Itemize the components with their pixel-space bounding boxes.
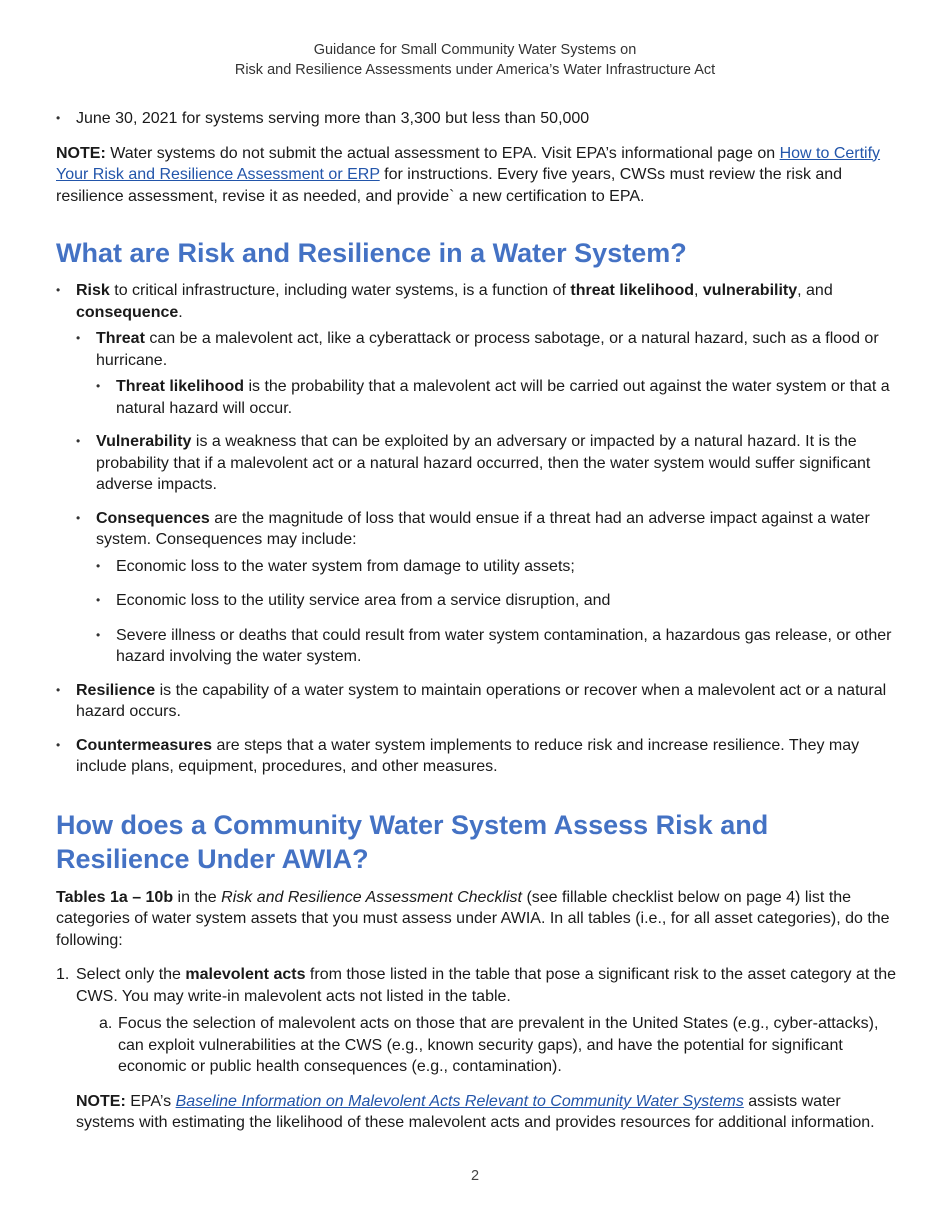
definition-risk: • Risk to critical infrastructure, including water systems, is a function of threat likelihood, vulnerability, and consequence. • Threat can be a malevolent act, like a cyberattack or process sabotage, or a natural hazard, such as a flood or hurricane. • Threat likelihood is the probability that a malevolent act will be carried out against the water system or that a natural hazard will occur. • Vulnerability is a weakness that can be exploited by an adversary or impacted by a natural hazard. It is the probability that if a malevolent act or a natural hazard occurred, then the water system would suffer significant adverse impacts. • Consequences are the magnitude of loss that would ensue if a threat had an adverse impact against a water system. Consequences may include: • Economic loss to the water system from damage to utility assets; • Economic loss to the utility service area from a service disruption, and • Severe illness or deaths that could result from water system contamination, a hazardous gas release, or other hazard involving the water system. [56,280,898,668]
certify-link[interactable]: How to Certify Your Risk and Resilience Assessment or ERP [56,144,881,183]
consequence-item: • Economic loss to the water system from damage to utility assets; [96,556,898,578]
baseline-info-link[interactable]: Baseline Information on Malevolent Acts Relevant to Community Water Systems [175,1092,744,1110]
step-1-sublist [76,1013,898,1078]
header-line-1: Guidance for Small Community Water Systems on [313,42,637,58]
definition-consequences: • Consequences are the magnitude of loss that would ensue if a threat had an adverse impact against a water system. Consequences may include: • Economic loss to the water system from damage to utility assets; • Economic loss to the utility service area from a service disruption, and • Severe illness or deaths that could result from water system contamination, a hazardous gas release, or other hazard involving the water system. [76,508,898,668]
deadline-list [56,108,898,130]
deadline-item: • June 30, 2021 for systems serving more than 3,300 but less than 50,000 [56,108,898,130]
threat-sublist [96,376,898,419]
note-paragraph: NOTE: Water systems do not submit the actual assessment to EPA. Visit EPA’s informational page on How to Certify Your Risk and Resilience Assessment or ERP for instructions. Every five years, CWSs must review the risk and resilience assessment, revise it as needed, and provide` a new certification to EPA. [56,144,881,205]
definitions-list [56,280,898,778]
page-content [56,108,898,1134]
baseline-note: NOTE: EPA’s Baseline Information on Malevolent Acts Relevant to Community Water Systems assists water systems with estimating the likelihood of these malevolent acts and provides resources for additional information. [76,1092,875,1131]
consequence-item: • Severe illness or deaths that could result from water system contamination, a hazardous gas release, or other hazard involving the water system. [96,625,898,668]
step-1a: a. Focus the selection of malevolent acts on those that are prevalent in the United States (e.g., cyber-attacks), can exploit vulnerabilities at the CWS (e.g., known security gaps), and have the potential for significant economic or public health consequences (e.g., contamination). [99,1015,879,1075]
definition-countermeasures: • Countermeasures are steps that a water system implements to reduce risk and increase resilience. They may include plans, equipment, procedures, and other measures. [56,735,898,778]
definition-vulnerability: • Vulnerability is a weakness that can be exploited by an adversary or impacted by a natural hazard. It is the probability that if a malevolent act or a natural hazard occurred, then the water system would suffer significant adverse impacts. [76,431,898,496]
consequences-list [96,556,898,668]
tables-intro: Tables 1a – 10b in the Risk and Resilience Assessment Checklist (see fillable checklist below on page 4) list the categories of water system assets that you must assess under AWIA. In all tables (i.e., for all asset categories), do the following: [56,888,890,949]
page-header [0,40,950,80]
section-heading-risk-resilience: What are Risk and Resilience in a Water System? [56,238,687,268]
section-heading-assess: How does a Community Water System Assess Risk and Resilience Under AWIA? [56,809,769,874]
consequence-item: • Economic loss to the utility service area from a service disruption, and [96,590,898,612]
steps-list [56,964,898,1134]
definition-resilience: • Resilience is the capability of a water system to maintain operations or recover when a malevolent act or a natural hazard occurs. [56,680,898,723]
header-line-2: Risk and Resilience Assessments under America’s Water Infrastructure Act [234,62,716,78]
step-1: 1. Select only the malevolent acts from those listed in the table that pose a significant risk to the asset category at the CWS. You may write-in malevolent acts not listed in the table. a. Focus the selection of malevolent acts on those that are prevalent in the United States (e.g., cyber-attacks), can exploit vulnerabilities at the CWS (e.g., known security gaps), and have the potential for significant economic or public health consequences (e.g., contamination). NOTE: EPA’s Baseline Information on Malevolent Acts Relevant to Community Water Systems assists water systems with estimating the likelihood of these malevolent acts and provides resources for additional information. [56,964,898,1134]
note-label: NOTE: [56,144,106,162]
risk-components-list [76,328,898,668]
page-number: 2 [470,1168,480,1184]
definition-threat: • Threat can be a malevolent act, like a cyberattack or process sabotage, or a natural hazard, such as a flood or hurricane. • Threat likelihood is the probability that a malevolent act will be carried out against the water system or that a natural hazard will occur. [76,328,898,419]
definition-threat-likelihood: • Threat likelihood is the probability that a malevolent act will be carried out against the water system or that a natural hazard will occur. [96,376,898,419]
